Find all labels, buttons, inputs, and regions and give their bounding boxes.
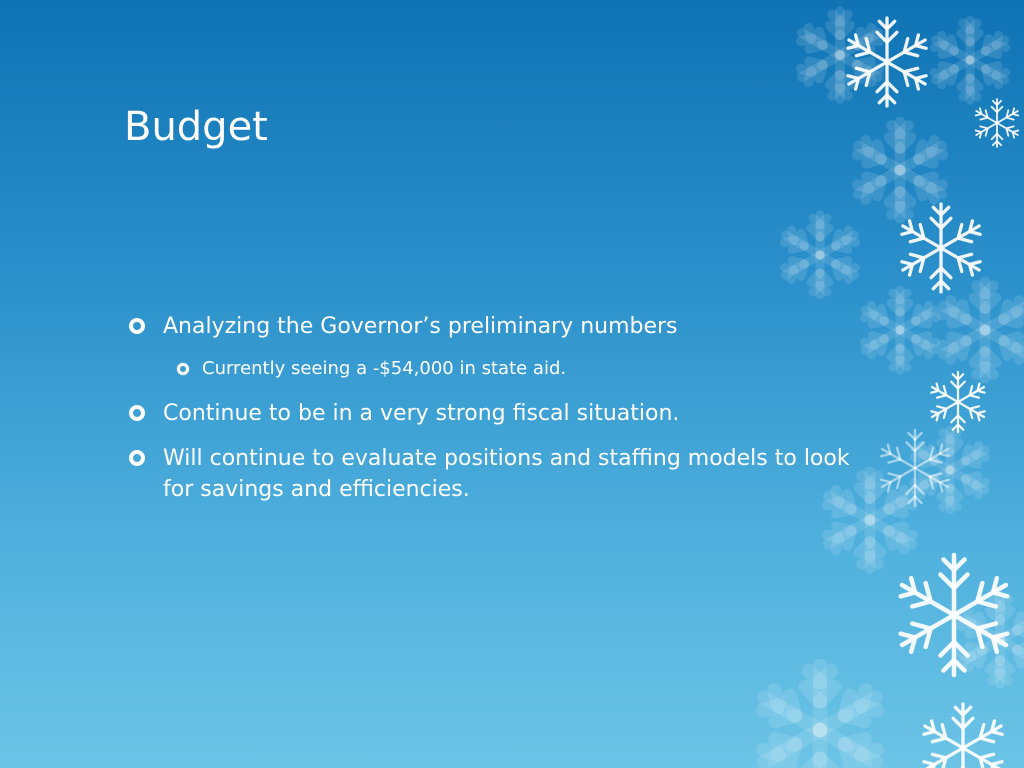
hollow-circle-bullet-icon — [176, 362, 190, 376]
sub-bullet-item — [176, 356, 876, 382]
snowflake-icon — [974, 99, 1021, 147]
snowflake-icon — [938, 282, 1024, 378]
snowflake-icon — [878, 430, 952, 506]
bullet-item — [128, 443, 878, 505]
bullet-text: Analyzing the Governor’s preliminary numbers — [163, 314, 678, 339]
sub-bullet-text: Currently seeing a -$54,000 in state aid. — [202, 358, 567, 379]
snowflake-icon — [844, 18, 930, 106]
snowflake-icon — [911, 430, 989, 510]
snowflake-icon — [781, 215, 859, 295]
snowflake-icon — [929, 372, 988, 432]
bullet-text: Continue to be in a very strong fiscal situation. — [163, 401, 680, 426]
snowflake-icon — [920, 704, 1006, 768]
snowflake-icon — [757, 666, 882, 768]
hollow-circle-bullet-icon — [128, 317, 146, 335]
slide-title: Budget — [124, 104, 268, 150]
bullet-item — [128, 311, 888, 342]
bullet-text: Will continue to evaluate positions and staffing models to look for savings and efficiencies. — [163, 446, 850, 502]
snowflake-icon — [895, 555, 1012, 675]
snowflake-icon — [931, 20, 1009, 100]
snowflake-icon — [797, 11, 883, 99]
bullet-item — [128, 398, 888, 429]
snowflake-icon — [898, 204, 984, 292]
snowflake-icon — [957, 596, 1024, 684]
hollow-circle-bullet-icon — [128, 404, 146, 422]
hollow-circle-bullet-icon — [128, 449, 146, 467]
snowflake-icon — [853, 122, 947, 218]
